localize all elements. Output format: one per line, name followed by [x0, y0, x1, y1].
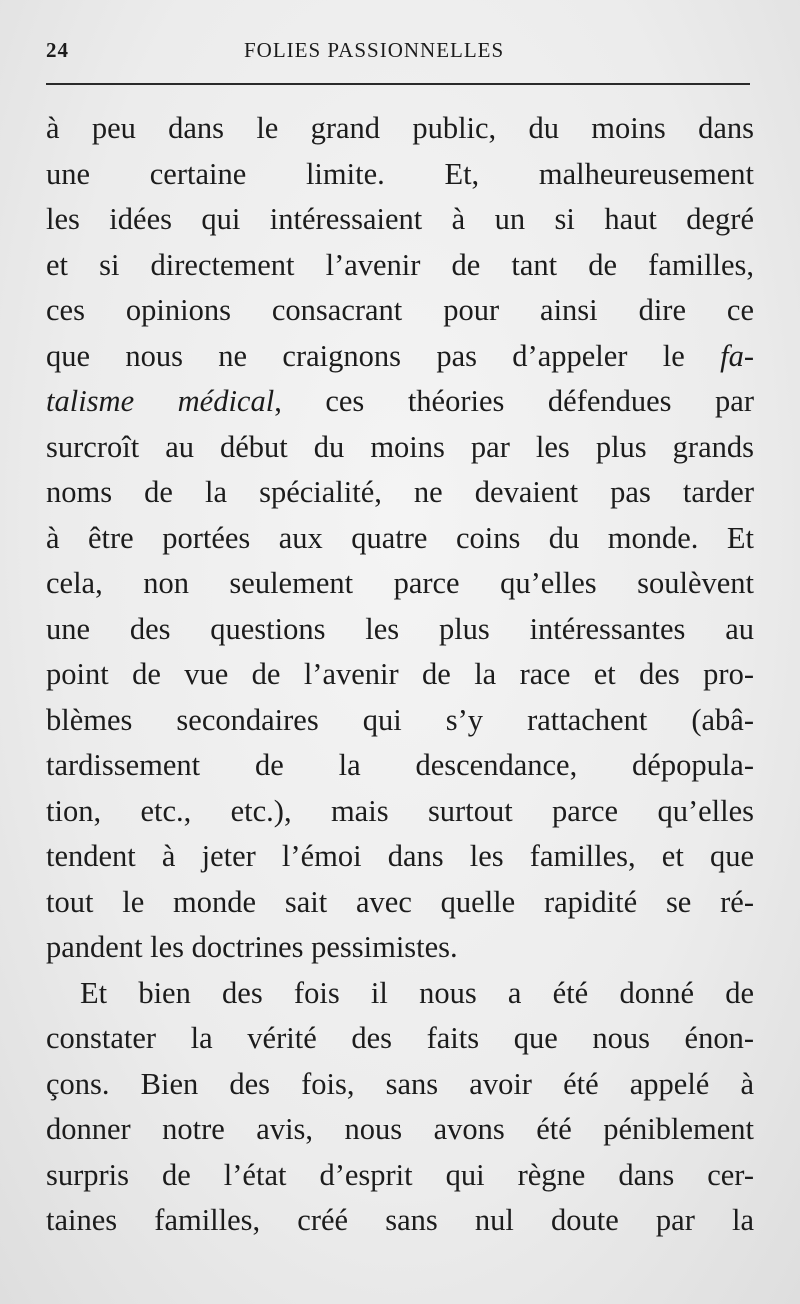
- line-text: , ces théories défendues par: [274, 384, 754, 418]
- line-text: cela, non seulement parce qu’elles soulèvent: [46, 566, 754, 600]
- running-title: FOLIES PASSIONNELLES: [244, 38, 505, 62]
- text-line: [46, 106, 754, 152]
- text-line: [46, 425, 754, 471]
- text-line: [46, 516, 754, 562]
- text-line: [46, 925, 754, 971]
- line-text: ces opinions consacrant pour ainsi dire ce: [46, 293, 754, 327]
- line-text: à peu dans le grand public, du moins dans: [46, 111, 754, 145]
- line-text: constater la vérité des faits que nous énon-: [46, 1021, 754, 1055]
- text-line: [46, 971, 754, 1017]
- line-text: blèmes secondaires qui s’y rattachent (abâ-: [46, 702, 754, 737]
- line-text: et si directement l’avenir de tant de familles,: [46, 247, 754, 282]
- line-text: donner notre avis, nous avons été péniblement: [46, 1112, 754, 1146]
- line-text: Et bien des fois il nous a été donné de: [80, 975, 754, 1010]
- text-line: [46, 698, 754, 744]
- line-text: tardissement de la descendance, dépopula-: [46, 748, 754, 782]
- line-text: une des questions les plus intéressantes au: [46, 611, 754, 646]
- line-text: surpris de l’état d’esprit qui règne dans cer-: [46, 1157, 754, 1192]
- page-number: 24: [46, 38, 69, 62]
- running-head: [46, 38, 752, 68]
- text-line: [46, 1198, 754, 1244]
- text-line: [46, 834, 754, 880]
- text-line: [46, 1062, 754, 1108]
- text-line: [46, 607, 754, 653]
- header-rule: [46, 83, 750, 85]
- line-text: les idées qui intéressaient à un si haut degré: [46, 202, 754, 236]
- line-text: une certaine limite. Et, malheureusement: [46, 156, 754, 191]
- line-text: çons. Bien des fois, sans avoir été appelé à: [46, 1066, 754, 1101]
- line-text: tion, etc., etc.), mais surtout parce qu’elles: [46, 793, 754, 828]
- text-line: [46, 743, 754, 789]
- text-line: [46, 470, 754, 516]
- text-line: [46, 1153, 754, 1199]
- text-line: [46, 288, 754, 334]
- text-line: [46, 1107, 754, 1153]
- line-text: tout le monde sait avec quelle rapidité se ré-: [46, 884, 754, 919]
- text-line: [46, 243, 754, 289]
- line-text: que nous ne craignons pas d’appeler le: [46, 338, 721, 373]
- text-line: [46, 334, 754, 380]
- italic-phrase: fa-: [720, 338, 754, 373]
- line-text: noms de la spécialité, ne devaient pas tarder: [46, 475, 754, 509]
- line-text: surcroît au début du moins par les plus grands: [46, 429, 754, 464]
- text-line: [46, 1016, 754, 1062]
- text-line: [46, 561, 754, 607]
- line-text: pandent les doctrines pessimistes.: [46, 930, 458, 964]
- body-text: [46, 106, 754, 1244]
- text-line: [46, 652, 754, 698]
- text-line: [46, 379, 754, 425]
- line-text: tendent à jeter l’émoi dans les familles, et que: [46, 839, 754, 873]
- text-line: [46, 789, 754, 835]
- line-text: point de vue de l’avenir de la race et des pro-: [46, 657, 754, 691]
- line-text: à être portées aux quatre coins du monde. Et: [46, 520, 754, 555]
- italic-phrase: talisme médical: [46, 384, 275, 418]
- text-line: [46, 880, 754, 926]
- text-line: [46, 197, 754, 243]
- text-line: [46, 152, 754, 198]
- line-text: taines familles, créé sans nul doute par la: [46, 1203, 754, 1237]
